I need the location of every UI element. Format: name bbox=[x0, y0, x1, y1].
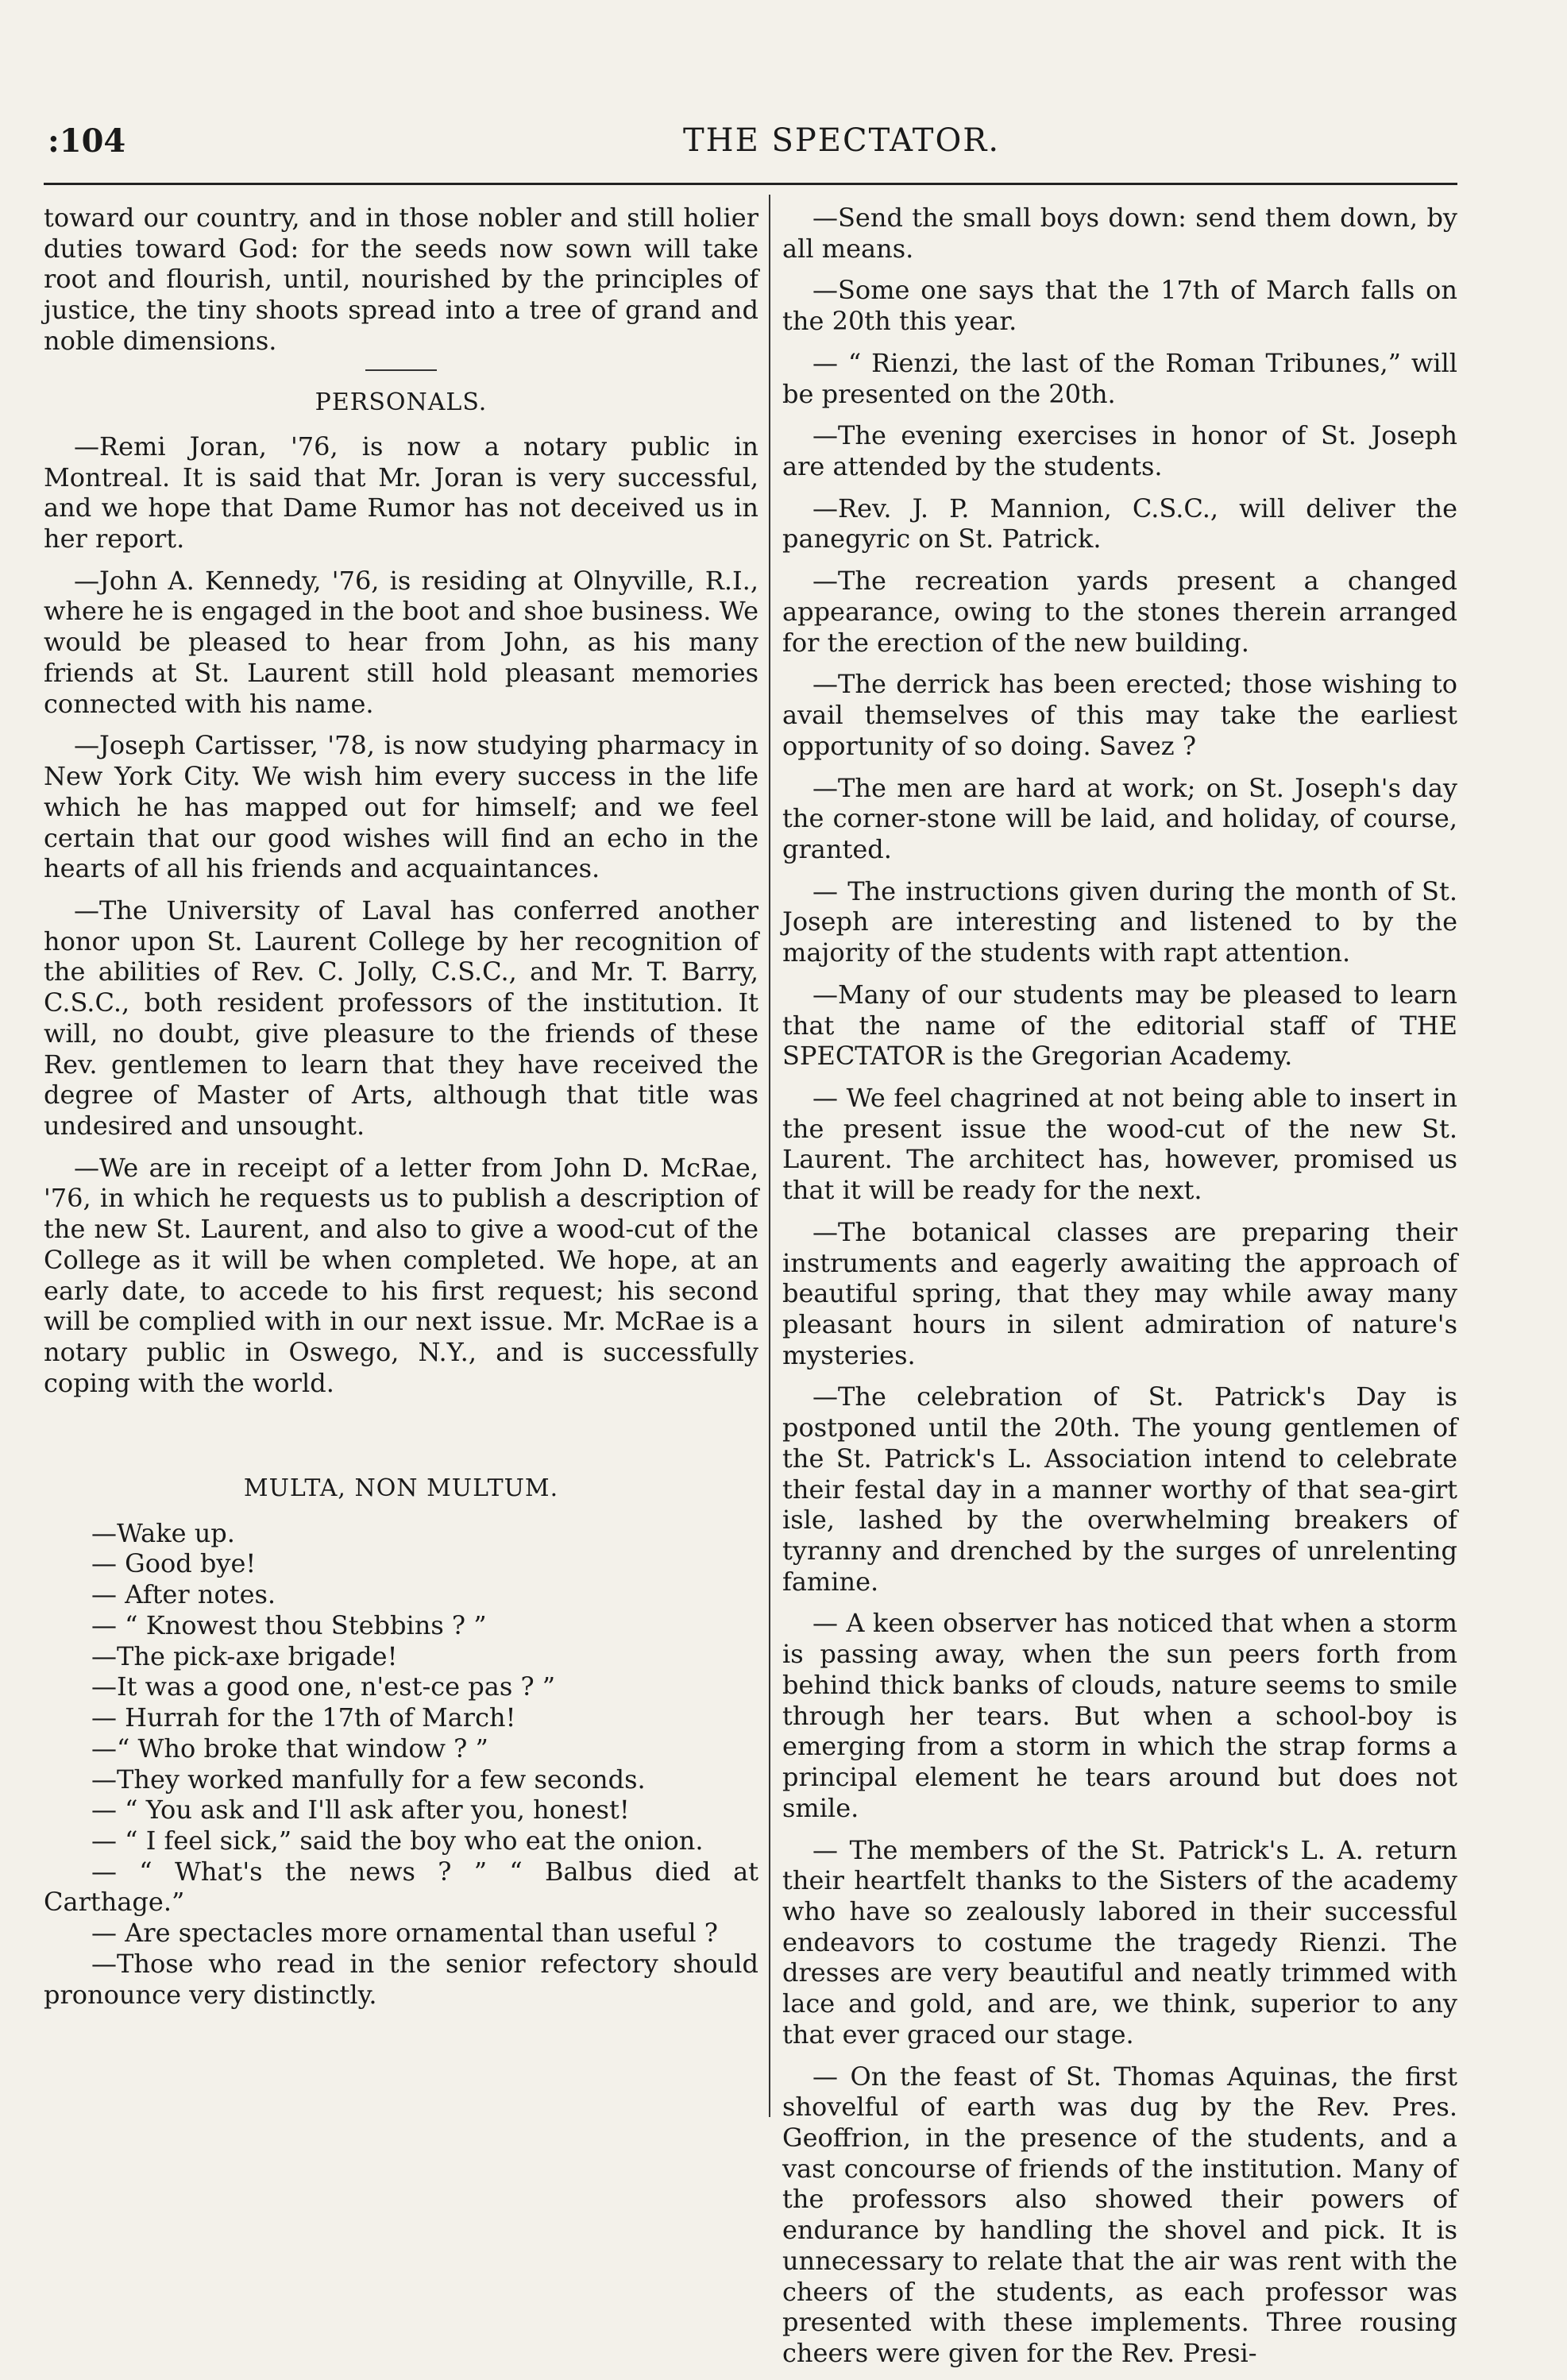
local-item: —The derrick has been erected; those wishing to avail themselves of this may take the earliest opportunity of so doing. Savez ? bbox=[782, 669, 1457, 761]
multa-item: —Those who read in the senior refectory should pronounce very distinctly. bbox=[44, 1948, 758, 2010]
left-column bbox=[44, 203, 758, 2010]
multa-item: —“ Who broke that window ? ” bbox=[91, 1733, 488, 1764]
local-item: — The instructions given during the month of St. Joseph are interesting and listened to by the majority of the students with rapt attention. bbox=[782, 875, 1457, 968]
section-rule bbox=[365, 369, 437, 371]
local-item: —The celebration of St. Patrick's Day is postponed until the 20th. The young gentlemen of the St. Patrick's L. Association intend to celebrate their festal day in a manner worthy of that sea-girt isle, lashed by the overwhelming breakers of tyranny and drenched by the surges of unrelenting famine. bbox=[782, 1381, 1457, 1597]
multa-item: —They worked manfully for a few seconds. bbox=[91, 1764, 646, 1795]
multa-item: — After notes. bbox=[91, 1579, 276, 1610]
local-item: —The evening exercises in honor of St. Joseph are attended by the students. bbox=[782, 420, 1457, 482]
local-item: — A keen observer has noticed that when a storm is passing away, when the sun peers forth from behind thick banks of clouds, nature seems to smile through her tears. But when a school-boy is emerging from a storm in which the strap forms a principal element he tears around but does not smile. bbox=[782, 1608, 1457, 1823]
local-item: —Some one says that the 17th of March falls on the 20th this year. bbox=[782, 275, 1457, 337]
local-item: — The members of the St. Patrick's L. A. return their heartfelt thanks to the Sisters of the academy who have so zealously labored in their successful endeavors to costume the tragedy Rienzi. The dresses are very beautiful and neatly trimmed with lace and gold, and are, we think, superior to any that ever graced our stage. bbox=[782, 1834, 1457, 2050]
local-item: —The men are hard at work; on St. Joseph's day the corner-stone will be laid, and holiday, of course, granted. bbox=[782, 772, 1457, 864]
personal-item: —We are in receipt of a letter from John D. McRae, '76, in which he requests us to publish a description of the new St. Laurent, and also to give a wood-cut of the College as it will be when completed. We hope, at an early date, to accede to his first request; his second will be complied with in our next issue. Mr. McRae is a notary public in Oswego, N.Y., and is successfully coping with the world. bbox=[44, 1152, 758, 1398]
local-item: — We feel chagrined at not being able to insert in the present issue the wood-cut of the new St. Laurent. The architect has, however, promised us that it will be ready for the next. bbox=[782, 1082, 1457, 1206]
column-divider bbox=[769, 195, 770, 2117]
multa-item: — “ What's the news ? ” “ Balbus died at Carthage.” bbox=[44, 1856, 758, 1918]
personal-item: —Joseph Cartisser, '78, is now studying pharmacy in New York City. We wish him every success in the life which he has mapped out for himself; and we feel certain that our good wishes will find an echo in the hearts of all his friends and acquaintances. bbox=[44, 730, 758, 884]
local-item: — “ Rienzi, the last of the Roman Tribunes,” will be presented on the 20th. bbox=[782, 347, 1457, 409]
multa-item: —It was a good one, n'est-ce pas ? ” bbox=[91, 1671, 556, 1702]
right-column bbox=[782, 203, 1457, 2380]
multa-item: —The pick-axe brigade! bbox=[91, 1640, 398, 1671]
multa-title: MULTA, NON MULTUM. bbox=[243, 1474, 559, 1503]
multa-item: — Good bye! bbox=[91, 1548, 257, 1579]
personal-item: —John A. Kennedy, '76, is residing at Olnyville, R.I., where he is engaged in the boot and shoe business. We would be pleased to hear from John, as his many friends at St. Laurent still hold pleasant memories connected with his name. bbox=[44, 565, 758, 719]
local-item: —Many of our students may be pleased to learn that the name of the editorial staff of THE SPECTATOR is the Gregorian Academy. bbox=[782, 979, 1457, 1072]
multa-item: — “ I feel sick,” said the boy who eat the onion. bbox=[91, 1825, 704, 1856]
multa-item: — “ Knowest thou Stebbins ? ” bbox=[91, 1609, 487, 1640]
multa-item: — Are spectacles more ornamental than useful ? bbox=[91, 1918, 718, 1949]
personal-item: —The University of Laval has conferred another honor upon St. Laurent College by her recognition of the abilities of Rev. C. Jolly, C.S.C., and Mr. T. Barry, C.S.C., both resident professors of the institution. It will, no doubt, give pleasure to the friends of these Rev. gentlemen to learn that they have received the degree of Master of Arts, although that title was undesired and unsought. bbox=[44, 894, 758, 1141]
multa-list bbox=[44, 1518, 758, 2011]
header-rule bbox=[44, 183, 1457, 185]
page-number: :104 bbox=[48, 122, 126, 160]
local-item: — On the feast of St. Thomas Aquinas, the first shovelful of earth was dug by the Rev. Pres. Geoffrion, in the presence of the students, and a vast concourse of friends of the institution. Many of the professors also showed their powers of endurance by handling the shovel and pick. It is unnecessary to relate that the air was rent with the cheers of the students, as each professor was presented with these implements. Three rousing cheers were given for the Rev. Presi- bbox=[782, 2061, 1457, 2368]
page-header bbox=[32, 119, 1461, 167]
multa-item: — Hurrah for the 17th of March! bbox=[91, 1702, 516, 1733]
personals-title: PERSONALS. bbox=[315, 388, 488, 416]
local-item: —Rev. J. P. Mannion, C.S.C., will deliver the panegyric on St. Patrick. bbox=[782, 493, 1457, 554]
running-title: THE SPECTATOR. bbox=[683, 122, 1001, 159]
spacer bbox=[44, 1409, 758, 1457]
local-item: —The recreation yards present a changed appearance, owing to the stones therein arranged for the erection of the new building. bbox=[782, 566, 1457, 658]
multa-item: —Wake up. bbox=[91, 1517, 235, 1548]
local-item: —Send the small boys down: send them down, by all means. bbox=[782, 203, 1457, 264]
local-item: —The botanical classes are preparing their instruments and eagerly awaiting the approach of beautiful spring, that they may while away many pleasant hours in silent admiration of nature's mysteries. bbox=[782, 1216, 1457, 1370]
multa-item: — “ You ask and I'll ask after you, honest! bbox=[91, 1795, 630, 1826]
personal-item: —Remi Joran, '76, is now a notary public in Montreal. It is said that Mr. Joran is very successful, and we hope that Dame Rumor has not deceived us in her report. bbox=[44, 431, 758, 554]
intro-paragraph: toward our country, and in those nobler and still holier duties toward God: for the seeds now sown will take root and flourish, until, nourished by the principles of justice, the tiny shoots spread into a tree of grand and noble dimensions. bbox=[44, 203, 758, 356]
